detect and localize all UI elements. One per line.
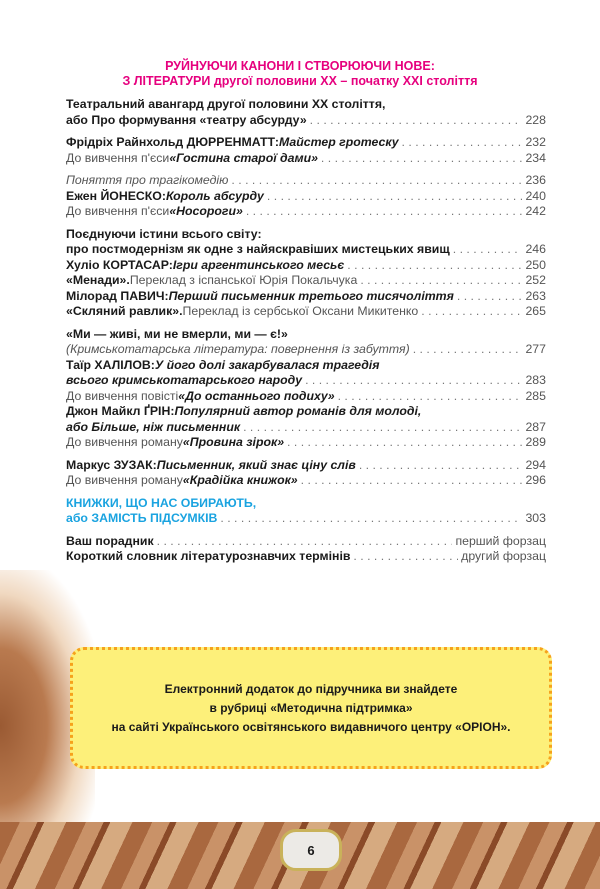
- toc-page-number: другий форзац: [461, 549, 546, 563]
- toc-entry[interactable]: [66, 327, 546, 358]
- toc-page-number: 303: [525, 511, 546, 525]
- toc-entry-text: До вивчення роману: [66, 473, 183, 487]
- dot-leader: [338, 389, 523, 405]
- toc-entry-text: Ігри аргентинського месьє: [172, 257, 345, 272]
- toc-entry[interactable]: [66, 135, 546, 151]
- toc-entry[interactable]: [66, 173, 546, 189]
- toc-entry[interactable]: [66, 458, 546, 474]
- toc-entry-text: Таїр ХАЛІЛОВ:: [66, 357, 155, 372]
- toc-entry-text: всього кримськотатарського народу: [66, 373, 303, 387]
- toc-entry-text: КНИЖКИ, ЩО НАС ОБИРАЮТЬ,: [66, 495, 257, 510]
- toc-page-number: 232: [525, 135, 546, 149]
- toc-page-number: 263: [525, 288, 546, 303]
- toc-entry-text: Фрідріх Райнхольд ДЮРРЕНМАТТ:: [66, 135, 280, 149]
- toc-entry[interactable]: [66, 204, 546, 220]
- toc-page-number: 242: [525, 204, 546, 218]
- page-number-badge: [280, 829, 342, 871]
- dot-leader: [359, 458, 523, 474]
- toc-entry-line: [66, 473, 546, 489]
- toc-entry-text: (Кримськотатарська література: повернення із забуття): [66, 342, 410, 356]
- notice-line1: Електронний додаток до підручника ви знайдете: [164, 681, 458, 696]
- toc-entry-line: [66, 435, 546, 451]
- toc-entry-line: [66, 204, 546, 220]
- dot-leader: [413, 342, 523, 358]
- toc-entry-text: Театральний авангард другої половини ХХ століття,: [66, 97, 386, 111]
- dot-leader: [220, 511, 522, 527]
- toc-entry-line: [66, 113, 546, 129]
- toc-page-number: 285: [525, 388, 546, 403]
- toc-entry[interactable]: [66, 473, 546, 489]
- dot-leader: [246, 204, 523, 220]
- electronic-supplement-notice: [70, 647, 552, 769]
- toc-entry-line: [66, 135, 546, 151]
- toc-page-number: 265: [525, 304, 546, 318]
- toc-page-number: 252: [525, 273, 546, 287]
- section-title: [0, 59, 600, 89]
- toc-entry-text: Короткий словник літературознавчих термінів: [66, 549, 351, 563]
- toc-entry-text: «Крадійка книжок»: [182, 473, 298, 487]
- toc-entry-text: або Більше, ніж письменник: [66, 419, 241, 434]
- toc-page-number: 234: [525, 150, 546, 165]
- section-title-rest: другої половини ХХ – початку ХХІ століття: [210, 74, 478, 88]
- toc-entry[interactable]: [66, 496, 546, 527]
- dot-leader: [321, 151, 523, 167]
- toc-entry-text: Майстер гротеску: [279, 135, 399, 149]
- toc-entry-text: «Ми — живі, ми не вмерли, ми — є!»: [66, 326, 288, 341]
- section-title-line1: РУЙНУЮЧИ КАНОНИ І СТВОРЮЮЧИ НОВЕ:: [165, 59, 435, 73]
- toc-entry-line: [66, 97, 546, 113]
- toc-entry[interactable]: [66, 435, 546, 451]
- toc-entry-line: [66, 189, 546, 205]
- dot-leader: [421, 304, 522, 320]
- toc-entry-text: або Про формування «театру абсурду»: [66, 112, 307, 127]
- dot-leader: [402, 135, 523, 151]
- toc-entry-text: «Гостина старої дами»: [169, 150, 318, 165]
- toc-entry-text: До вивчення роману: [66, 435, 183, 449]
- toc-entry-text: Письменник, який знає ціну слів: [156, 457, 356, 472]
- toc-entry-text: Поєднуючи істини всього світу:: [66, 226, 262, 241]
- toc-entry[interactable]: [66, 534, 546, 550]
- toc-entry-text: Популярний автор романів для молоді,: [174, 404, 422, 418]
- toc-entry-text: Ваш порадник: [66, 533, 154, 548]
- toc-entry-text: Джон Майкл ҐРІН:: [66, 404, 175, 418]
- dot-leader: [231, 173, 522, 189]
- toc-entry-line: [66, 273, 546, 289]
- toc-entry-text: або ЗАМІСТЬ ПІДСУМКІВ: [66, 511, 218, 525]
- toc-entry-line: [66, 227, 546, 243]
- toc-entry-text: У його долі закарбувалася трагедія: [154, 357, 380, 372]
- toc-page-number: 283: [525, 373, 546, 387]
- dot-leader: [457, 289, 523, 305]
- toc-entry-line: [66, 373, 546, 389]
- toc-page-number: перший форзац: [455, 533, 546, 548]
- toc-entry[interactable]: [66, 227, 546, 258]
- toc-page-number: 277: [525, 342, 546, 356]
- toc-entry-text: Маркус ЗУЗАК:: [66, 457, 157, 472]
- toc-entry-line: [66, 242, 546, 258]
- toc-entry-line: [66, 389, 546, 405]
- toc-entry-text: До вивчення п'єси: [66, 150, 170, 165]
- toc-entry[interactable]: [66, 549, 546, 565]
- toc-entry-line: [66, 289, 546, 305]
- toc-entry-text: «До останнього подиху»: [178, 388, 335, 403]
- toc-entry-text: «Менади».: [66, 273, 130, 287]
- dot-leader: [353, 549, 458, 565]
- toc-entry[interactable]: [66, 304, 546, 320]
- toc-entry-text: «Носороги»: [169, 204, 243, 218]
- toc-entry-line: [66, 151, 546, 167]
- toc-entry-line: [66, 458, 546, 474]
- toc-entry-text: Перший письменник третього тисячоліття: [168, 288, 454, 303]
- toc-entry-line: [66, 342, 546, 358]
- toc-entry[interactable]: [66, 404, 546, 435]
- dot-leader: [287, 435, 522, 451]
- toc-entry-text: Мілорад ПАВИЧ:: [66, 288, 169, 303]
- toc-entry-line: [66, 358, 546, 374]
- page-number: 6: [307, 842, 315, 858]
- toc-page-number: 250: [525, 257, 546, 272]
- toc-entry[interactable]: [66, 289, 546, 305]
- toc-entry-line: [66, 496, 546, 512]
- toc-entry-text: Хуліо КОРТАСАР:: [66, 257, 173, 272]
- toc-entry-line: [66, 534, 546, 550]
- toc-entry-line: [66, 327, 546, 343]
- toc-entry[interactable]: [66, 258, 546, 274]
- notice-line2: в рубриці «Методична підтримка»: [209, 700, 413, 715]
- dot-leader: [347, 258, 522, 274]
- toc-entry-text: про постмодернізм як одне з найяскравіших мистецьких явищ: [66, 242, 450, 256]
- toc-entry-text: «Скляний равлик».: [66, 304, 183, 318]
- dot-leader: [157, 534, 453, 550]
- toc-page-number: 296: [525, 473, 546, 487]
- toc-entry-text: Переклад з іспанської Юрія Покальчука: [129, 273, 358, 287]
- dot-leader: [453, 242, 523, 258]
- toc-entry-text: До вивчення повісті: [66, 388, 179, 403]
- dot-leader: [305, 373, 522, 389]
- dot-leader: [243, 420, 522, 436]
- toc-entry[interactable]: [66, 358, 546, 389]
- toc-entry-line: [66, 511, 546, 527]
- toc-entry-text: До вивчення п'єси: [66, 204, 170, 218]
- toc-entry-text: Ежен ЙОНЕСКО:: [66, 188, 166, 203]
- toc-page-number: 228: [525, 112, 546, 127]
- toc-entry-line: [66, 173, 546, 189]
- toc-entry-text: «Провина зірок»: [182, 435, 285, 449]
- dot-leader: [360, 273, 522, 289]
- toc-page-number: 289: [525, 435, 546, 449]
- toc-page-number: 240: [525, 188, 546, 203]
- toc-entry[interactable]: [66, 389, 546, 405]
- toc-entry-line: [66, 404, 546, 420]
- toc-entry[interactable]: [66, 189, 546, 205]
- toc-entry[interactable]: [66, 151, 546, 167]
- toc-entry-text: Король абсурду: [165, 188, 264, 203]
- notice-line3: на сайті Українського освітянського видавничого центру «ОРІОН».: [111, 719, 511, 734]
- toc-entry-text: Поняття про трагікомедію: [66, 173, 229, 187]
- toc-page-number: 246: [525, 242, 546, 256]
- toc-entry-line: [66, 549, 546, 565]
- toc-entry[interactable]: [66, 273, 546, 289]
- dot-leader: [301, 473, 523, 489]
- toc-page-number: 294: [525, 457, 546, 472]
- toc-entry-line: [66, 420, 546, 436]
- toc-entry-line: [66, 258, 546, 274]
- toc-entry-text: Переклад із сербської Оксани Микитенко: [182, 304, 419, 318]
- toc-page-number: 287: [525, 419, 546, 434]
- dot-leader: [267, 189, 523, 205]
- section-title-bold: З ЛІТЕРАТУРИ: [122, 74, 211, 88]
- toc-page-number: 236: [525, 173, 546, 187]
- dot-leader: [310, 113, 523, 129]
- toc-entry-line: [66, 304, 546, 320]
- toc-entry[interactable]: [66, 97, 546, 128]
- table-of-contents: [66, 97, 546, 565]
